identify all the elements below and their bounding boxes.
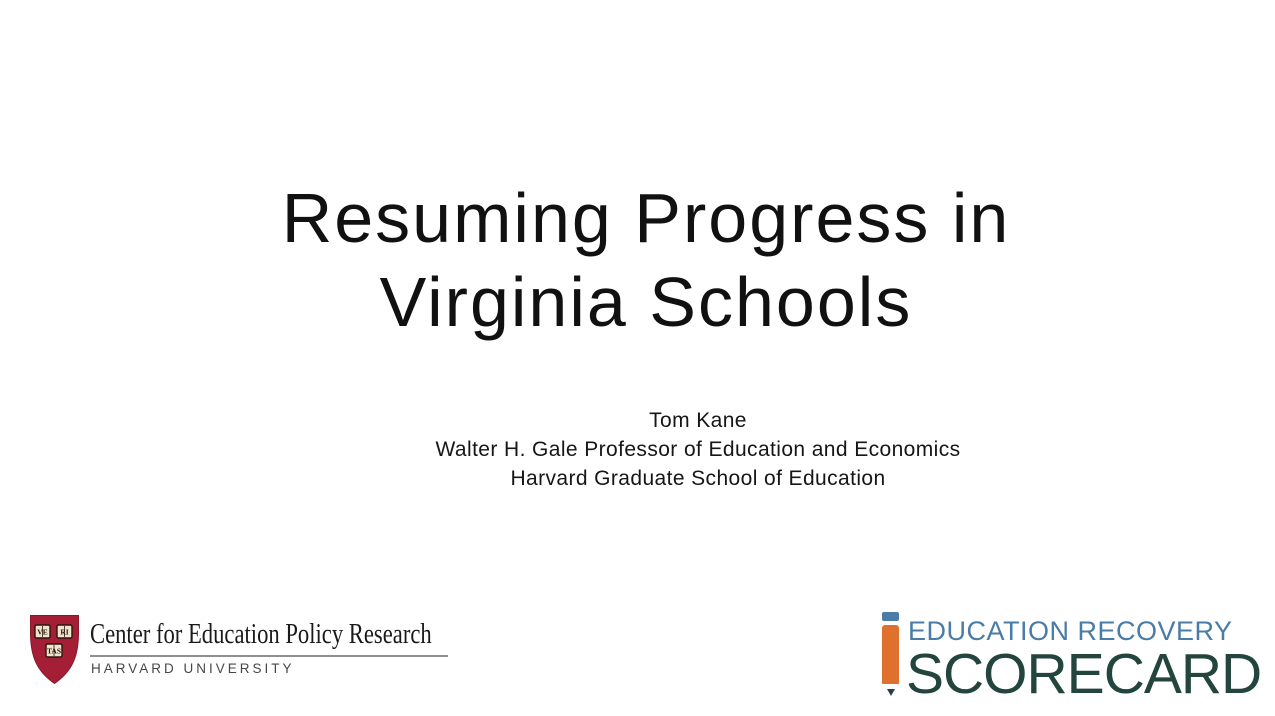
pencil-eraser-dash bbox=[882, 612, 899, 621]
slide-subtitle bbox=[121, 406, 1275, 493]
subtitle-affiliation: Harvard Graduate School of Education bbox=[510, 467, 886, 490]
title-line-1: Resuming Progress in bbox=[281, 179, 1011, 257]
pencil-tip bbox=[887, 689, 895, 696]
harvard-shield-icon bbox=[27, 613, 82, 686]
title-line-2: Virginia Schools bbox=[379, 263, 913, 341]
cepr-divider bbox=[90, 655, 448, 657]
subtitle-author: Tom Kane bbox=[649, 409, 747, 432]
shield-book-ve: VE bbox=[37, 627, 48, 637]
ers-wordmark-line2: SCORECARD bbox=[906, 642, 1262, 706]
slide-title bbox=[17, 176, 1275, 344]
cepr-university-name: HARVARD UNIVERSITY bbox=[91, 661, 295, 676]
shield-book-ri: RI bbox=[60, 627, 69, 637]
education-recovery-scorecard-logo bbox=[880, 610, 1270, 706]
ers-wordmark-line1: EDUCATION RECOVERY bbox=[908, 616, 1233, 646]
cepr-logo bbox=[27, 612, 457, 692]
cepr-org-name: Center for Education Policy Research bbox=[90, 618, 432, 650]
shield-book-tas: TAS bbox=[46, 646, 62, 656]
pencil-body bbox=[882, 625, 899, 684]
subtitle-role: Walter H. Gale Professor of Education and Economics bbox=[435, 438, 961, 461]
